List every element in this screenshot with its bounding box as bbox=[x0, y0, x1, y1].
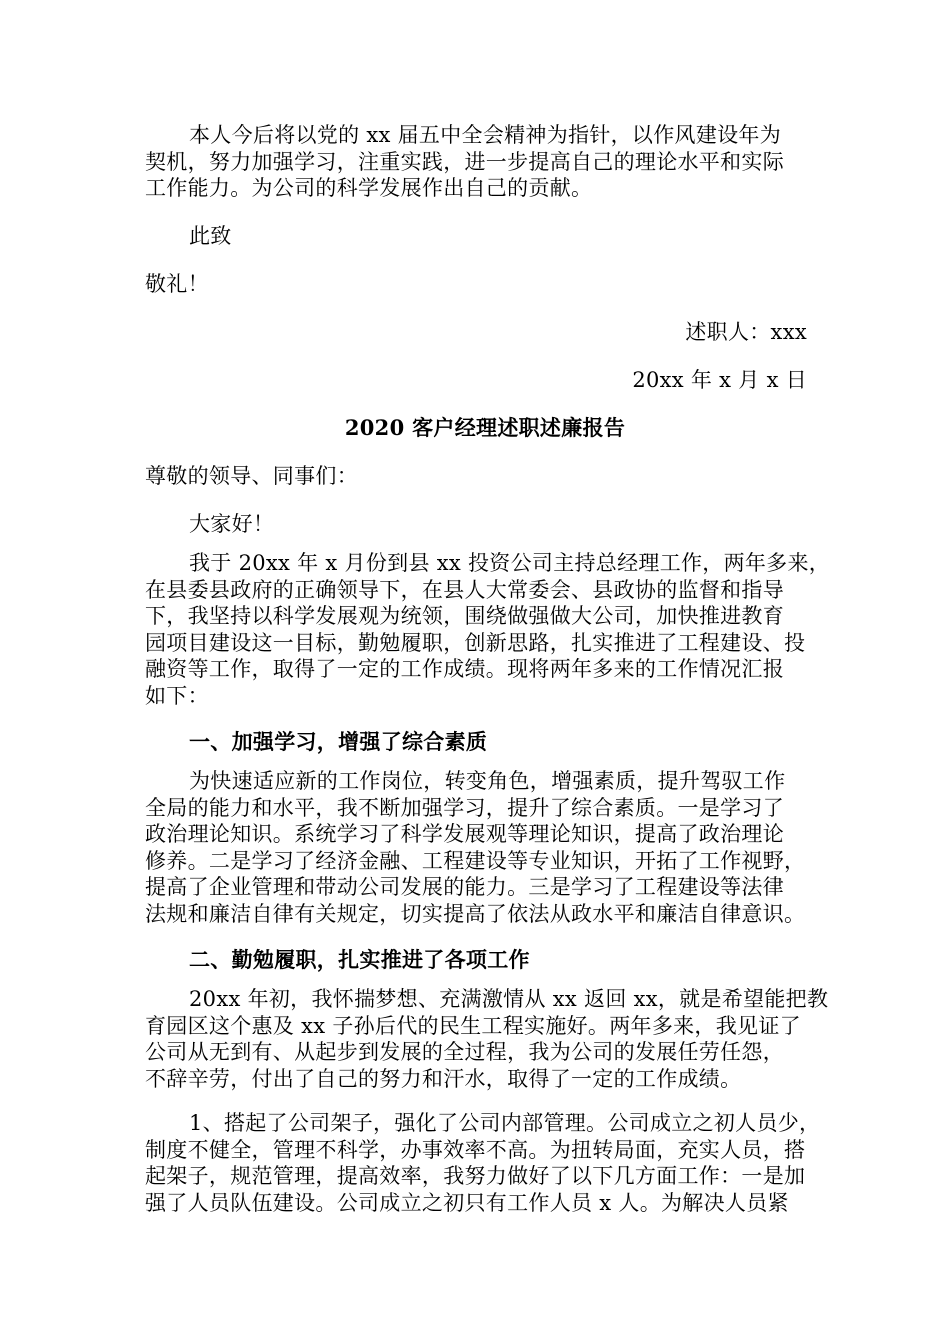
section2-line: 育园区这个惠及 xx 子孙后代的民生工程实施好。两年多来，我见证了 bbox=[145, 1013, 801, 1038]
intro-line: 园项目建设这一目标，勤勉履职，创新思路，扎实推进了工程建设、投 bbox=[145, 630, 806, 655]
section2-line: 不辞辛劳，付出了自己的努力和汗水，取得了一定的工作成绩。 bbox=[145, 1066, 742, 1091]
closing-line-2: 契机，努力加强学习，注重实践，进一步提高自己的理论水平和实际 bbox=[145, 149, 784, 174]
intro-paragraph bbox=[145, 550, 831, 709]
cizhi-line bbox=[145, 220, 825, 250]
report-title bbox=[145, 412, 825, 442]
intro-line: 融资等工作，取得了一定的工作成绩。现将两年多来的工作情况汇报 bbox=[145, 657, 784, 681]
item1-paragraph bbox=[145, 1110, 825, 1216]
intro-line: 在县委县政府的正确领导下，在县人大常委会、县政协的监督和指导 bbox=[145, 577, 784, 602]
greeting-line bbox=[145, 508, 825, 538]
item1-line: 1、搭起了公司架子，强化了公司内部管理。公司成立之初人员少， bbox=[189, 1111, 821, 1135]
item1-line: 制度不健全，管理不科学，办事效率不高。为扭转局面，充实人员，搭 bbox=[145, 1137, 806, 1162]
section1-line: 提高了企业管理和带动公司发展的能力。三是学习了工程建设等法律 bbox=[145, 875, 784, 899]
intro-line: 如下： bbox=[145, 683, 209, 708]
intro-line: 下，我坚持以科学发展观为统领，围绕做强做大公司，加快推进教育 bbox=[145, 604, 784, 628]
section2-heading bbox=[145, 944, 825, 974]
section1-line: 全局的能力和水平，我不断加强学习，提升了综合素质。一是学习了 bbox=[145, 795, 784, 820]
section1-line: 法规和廉洁自律有关规定，切实提高了依法从政水平和廉洁自律意识。 bbox=[145, 901, 806, 926]
closing-line-1: 本人今后将以党的 xx 届五中全会精神为指针，以作风建设年为 bbox=[189, 123, 782, 147]
section1-paragraph bbox=[145, 768, 825, 927]
section1-heading-text: 一、加强学习，增强了综合素质 bbox=[189, 729, 488, 754]
section1-line: 政治理论知识。系统学习了科学发展观等理论知识，提高了政治理论 bbox=[145, 822, 784, 846]
date-line bbox=[145, 364, 807, 394]
section1-line: 为快速适应新的工作岗位，转变角色，增强素质，提升驾驭工作 bbox=[189, 769, 786, 793]
salutation-text: 尊敬的领导、同事们： bbox=[145, 464, 358, 488]
intro-line: 我于 20xx 年 x 月份到县 xx 投资公司主持总经理工作，两年多来， bbox=[189, 551, 831, 575]
greeting-text: 大家好！ bbox=[189, 512, 275, 536]
jingli-line bbox=[145, 268, 825, 298]
date-text: 20xx 年 x 月 x 日 bbox=[632, 368, 807, 392]
section1-line: 修养。二是学习了经济金融、工程建设等专业知识，开拓了工作视野， bbox=[145, 848, 806, 873]
section2-line: 公司从无到有、从起步到发展的全过程，我为公司的发展任劳任怨， bbox=[145, 1040, 784, 1064]
item1-line: 起架子，规范管理，提高效率，我努力做好了以下几方面工作：一是加 bbox=[145, 1164, 806, 1188]
jingli-text: 敬礼！ bbox=[145, 272, 209, 296]
report-title-text: 2020 客户经理述职述廉报告 bbox=[344, 415, 626, 440]
closing-paragraph bbox=[145, 122, 825, 202]
cizhi-text: 此致 bbox=[189, 224, 232, 248]
item1-line: 强了人员队伍建设。公司成立之初只有工作人员 x 人。为解决人员紧 bbox=[145, 1190, 789, 1215]
section2-paragraph bbox=[145, 986, 829, 1092]
signer-line bbox=[145, 316, 807, 346]
signer-text: 述职人：xxx bbox=[685, 320, 807, 344]
section1-heading bbox=[145, 726, 825, 756]
section2-line: 20xx 年初，我怀揣梦想、充满激情从 xx 返回 xx，就是希望能把教 bbox=[189, 987, 829, 1011]
closing-line-3: 工作能力。为公司的科学发展作出自己的贡献。 bbox=[145, 176, 593, 200]
salutation-line bbox=[145, 460, 825, 490]
section2-heading-text: 二、勤勉履职，扎实推进了各项工作 bbox=[189, 947, 530, 972]
